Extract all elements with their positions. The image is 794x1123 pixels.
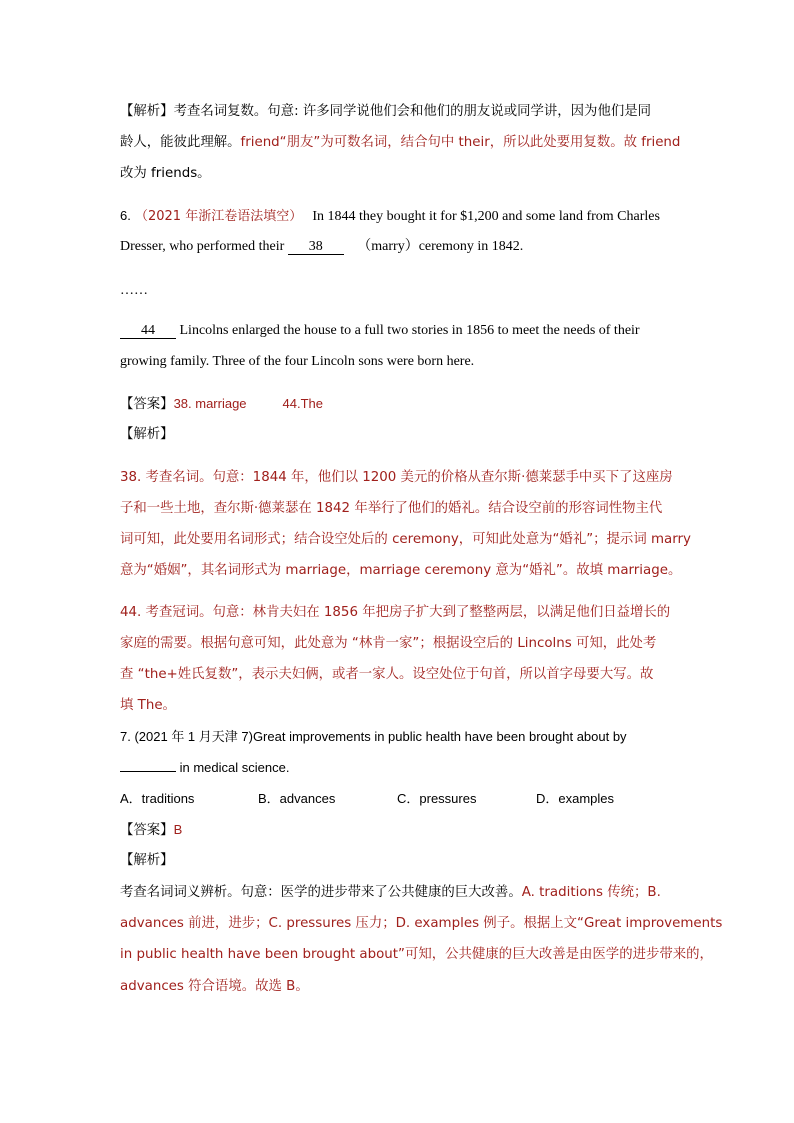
q6-stem-text-1: In 1844 they bought it for $1,200 and some land from Charles [312, 209, 660, 224]
q6-stem-line-4 [120, 322, 640, 340]
q7-stem-line-2 [120, 759, 289, 777]
q6-source: （2021 年浙江卷语法填空） [134, 209, 303, 224]
q7-option-a: A．traditions [120, 791, 195, 806]
q5-analysis-tag: 【解析】 [120, 104, 174, 119]
q6-stem-line-5: growing family. Three of the four Lincoln sons were born here. [120, 354, 475, 369]
q7-option-d: D．examples [536, 791, 615, 806]
q6-answer-38: 38. marriage [173, 396, 247, 411]
q6-answer-line [120, 395, 323, 414]
q7-options [120, 790, 676, 808]
q5-analysis-text-2b: friend“朋友”为可数名词，结合句中 their，所以此处要用复数。故 friend [240, 135, 681, 150]
q6-analysis-44-line-3: 查 “the+姓氏复数”，表示夫妇俩，或者一家人。设空处位于句首，所以首字母要大写。故 [120, 667, 654, 682]
q6-stem-text-2a: Dresser, who performed their [120, 239, 285, 254]
q7-analysis-line-1 [120, 884, 661, 902]
q7-blank [120, 771, 176, 772]
q7-option-c: C．pressures [397, 791, 477, 806]
q6-answer-tag: 【答案】 [120, 397, 174, 412]
q7-answer-line [120, 821, 182, 840]
q6-stem-line-2 [120, 238, 523, 256]
q6-ellipsis: …… [120, 283, 148, 298]
q6-stem-line-1 [120, 207, 660, 226]
q6-analysis-38-line-4: 意为“婚姻”，其名词形式为 marriage，marriage ceremony 意为“婚礼”。故填 marriage。 [120, 563, 682, 578]
blank-38: 38 [288, 239, 344, 255]
q6-stem-text-2b: （marry）ceremony in 1842. [357, 239, 524, 254]
q5-analysis-line-3 [120, 165, 211, 183]
q5-analysis-line-1 [120, 103, 651, 121]
q6-analysis-44-line-4: 填 The。 [120, 698, 176, 713]
q6-analysis-44-line-2: 家庭的需要。根据句意可知，此处意为 “林肯一家”；根据设空后的 Lincolns 可知，此处考 [120, 636, 657, 651]
blank-44: 44 [120, 323, 176, 339]
q5-analysis-line-2 [120, 134, 680, 152]
q6-stem-text-4: Lincolns enlarged the house to a full two stories in 1856 to meet the needs of their [179, 323, 640, 338]
q7-option-b: B．advances [258, 791, 336, 806]
q7-answer-tag: 【答案】 [120, 823, 174, 838]
q7-analysis-line-4: advances 符合语境。故选 B。 [120, 979, 309, 994]
q6-number: 6. [120, 208, 131, 223]
q6-analysis-38-line-2: 子和一些土地，查尔斯·德莱瑟在 1842 年举行了他们的婚礼。结合设空前的形容词性物主代 [120, 501, 663, 516]
q5-analysis-text-1: 考查名词复数。句意: 许多同学说他们会和他们的朋友说或同学讲，因为他们是同 [173, 104, 651, 119]
q7-analysis-line-3: in public health have been brought about”可知，公共健康的巨大改善是由医学的进步带来的， [120, 947, 713, 962]
q6-analysis-38-line-3: 词可知，此处要用名词形式；结合设空处后的 ceremony，可知此处意为“婚礼”；提示词 marry [120, 532, 691, 547]
q5-analysis-text-3: 改为 friends。 [120, 166, 211, 181]
q7-analysis-line-2: advances 前进，进步；C. pressures 压力；D. examples 例子。根据上文“Great improvements [120, 916, 723, 931]
q7-stem-line-1: 7. (2021 年 1 月天津 7)Great improvements in public health have been brought about by [120, 729, 627, 744]
q7-stem-text-2: in medical science. [179, 760, 290, 775]
q7-answer: B [173, 822, 183, 837]
q6-analysis-44-line-1: 44. 考查冠词。句意：林肯夫妇在 1856 年把房子扩大到了整整两层，以满足他们日益增长的 [120, 605, 671, 620]
q7-analysis-text-1b: A. traditions 传统；B. [521, 885, 661, 900]
q6-analysis-38-line-1: 38. 考查名词。句意：1844 年，他们以 1200 美元的价格从查尔斯·德莱瑟手中买下了这座房 [120, 470, 673, 485]
q7-analysis-tag: 【解析】 [120, 853, 174, 868]
q6-analysis-tag: 【解析】 [120, 427, 174, 442]
q6-answer-44: 44.The [282, 396, 324, 411]
q5-analysis-text-2a: 龄人，能彼此理解。 [120, 135, 241, 150]
q7-analysis-text-1a: 考查名词词义辨析。句意：医学的进步带来了公共健康的巨大改善。 [120, 885, 522, 900]
